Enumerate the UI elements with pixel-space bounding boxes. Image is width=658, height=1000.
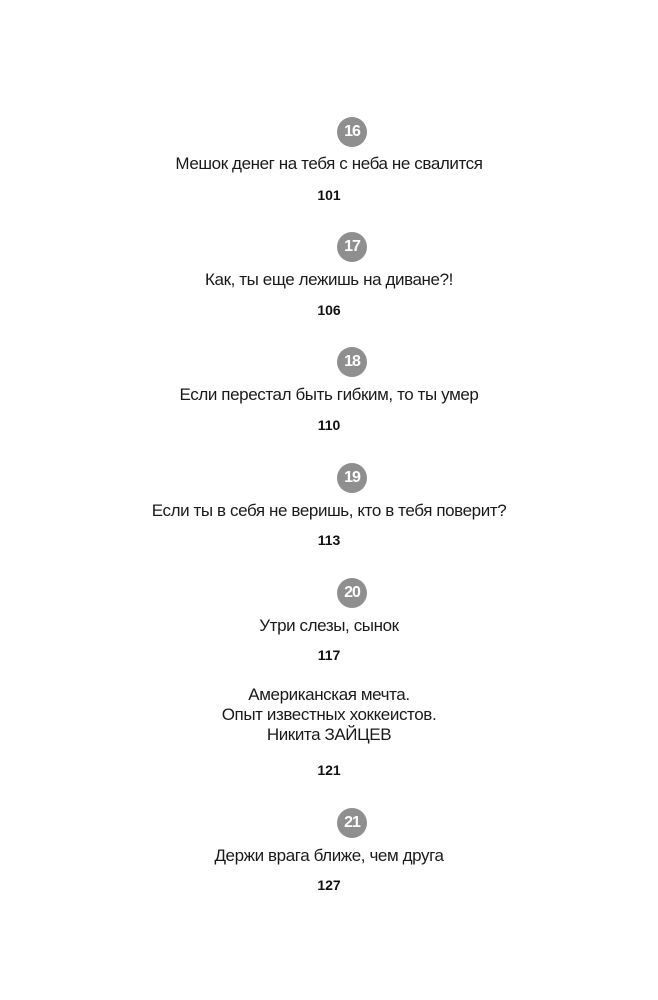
chapter-number-badge: 18 <box>337 347 367 377</box>
chapter-number-badge: 20 <box>337 578 367 608</box>
chapter-title: Держи врага ближе, чем друга <box>214 846 444 865</box>
chapter-number-badge: 19 <box>337 463 367 493</box>
special-title-line: Никита ЗАЙЦЕВ <box>266 725 392 744</box>
chapter-title: Если перестал быть гибким, то ты умер <box>179 385 479 404</box>
page-number: 127 <box>317 877 341 893</box>
page-number: 110 <box>317 417 341 433</box>
special-title-line: Опыт известных хоккеистов. <box>221 705 437 724</box>
chapter-number-badge: 21 <box>337 808 367 838</box>
page-number: 117 <box>317 647 341 663</box>
chapter-title: Если ты в себя не веришь, кто в тебя поверит? <box>151 501 507 520</box>
chapter-title: Мешок денег на тебя с неба не свалится <box>175 154 483 173</box>
chapter-number-badge: 17 <box>337 232 367 262</box>
page-number: 113 <box>317 532 341 548</box>
page-number: 121 <box>317 762 341 778</box>
page-number: 106 <box>317 302 341 318</box>
page-number: 101 <box>317 187 341 203</box>
chapter-number-badge: 16 <box>337 117 367 147</box>
special-title-line: Американская мечта. <box>248 685 410 704</box>
chapter-title: Как, ты еще лежишь на диване?! <box>205 270 453 289</box>
special-section-title <box>0 685 658 745</box>
chapter-title: Утри слезы, сынок <box>259 616 399 635</box>
